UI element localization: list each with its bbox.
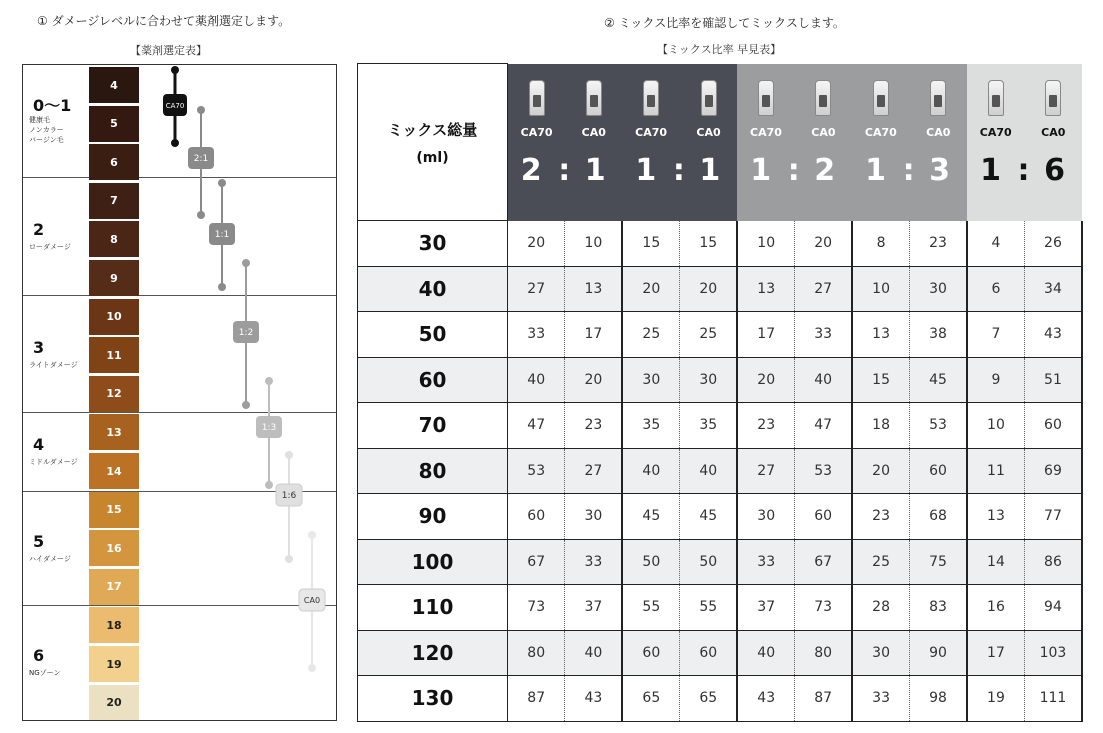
- ca0-amount: 34: [1024, 266, 1082, 312]
- product-b-label: CA0: [811, 125, 836, 139]
- ca0-amount: 20: [680, 266, 737, 312]
- ratio-a: 1: [750, 152, 776, 188]
- ca70-amount: 55: [622, 585, 679, 631]
- ca0-amount: 30: [680, 357, 737, 403]
- ladder-endpoint: [197, 106, 205, 114]
- table-row: [358, 539, 1083, 585]
- ca0-amount: 77: [1024, 494, 1082, 540]
- ratio-b: 6: [1044, 152, 1069, 188]
- damage-description: ハイダメージ: [29, 555, 71, 563]
- ca70-amount: 20: [852, 448, 909, 494]
- color-swatch: 14: [89, 453, 139, 489]
- product-a: [856, 80, 906, 139]
- color-swatch: 15: [89, 492, 139, 528]
- total-volume: 120: [358, 630, 508, 676]
- product-b-label: CA0: [696, 125, 721, 139]
- ladder-label: 2:1: [193, 154, 209, 164]
- table-row: [358, 630, 1083, 676]
- pouch-icon: [701, 80, 717, 116]
- ratio-b: 2: [814, 152, 840, 188]
- color-swatch: 8: [89, 221, 139, 257]
- color-swatch: 5: [89, 106, 139, 142]
- damage-level: 2: [33, 220, 45, 239]
- ca70-amount: 25: [622, 312, 679, 358]
- ca70-amount: 40: [737, 630, 794, 676]
- ca70-amount: 13: [852, 312, 909, 358]
- ca0-amount: 27: [795, 266, 852, 312]
- ca0-amount: 17: [565, 312, 622, 358]
- ca70-amount: 10: [737, 221, 794, 267]
- ca0-amount: 23: [910, 221, 967, 267]
- ca70-amount: 73: [508, 585, 565, 631]
- ca70-amount: 23: [737, 403, 794, 449]
- total-volume: 40: [358, 266, 508, 312]
- ca0-amount: 60: [680, 630, 737, 676]
- ca70-amount: 15: [622, 221, 679, 267]
- ca70-amount: 65: [622, 676, 679, 722]
- ratio-colon: :: [672, 152, 689, 188]
- product-b: [1028, 80, 1078, 139]
- ca70-amount: 28: [852, 585, 909, 631]
- ca70-amount: 13: [967, 494, 1024, 540]
- ratio-colon: :: [1017, 152, 1034, 188]
- pouch-icon: [815, 80, 831, 116]
- ca70-amount: 20: [622, 266, 679, 312]
- ratio-a: 1: [865, 152, 890, 188]
- ca0-amount: 27: [565, 448, 622, 494]
- ratio-value: [508, 153, 622, 188]
- mix-ratio-ladder: [23, 65, 337, 721]
- ca0-amount: 35: [680, 403, 737, 449]
- table-row: [358, 403, 1083, 449]
- damage-description: ローダメージ: [29, 243, 71, 251]
- color-swatch: 6: [89, 144, 139, 180]
- ca0-amount: 13: [565, 266, 622, 312]
- ca0-amount: 55: [680, 585, 737, 631]
- total-volume: 80: [358, 448, 508, 494]
- ca0-amount: 33: [795, 312, 852, 358]
- pouch-icon: [873, 80, 889, 116]
- product-b-label: CA0: [1041, 125, 1066, 139]
- ratio-b: 1: [699, 152, 725, 188]
- ca0-amount: 30: [565, 494, 622, 540]
- ca0-amount: 53: [910, 403, 967, 449]
- ca0-amount: 40: [680, 448, 737, 494]
- ladder-label: 1:6: [281, 491, 297, 501]
- ladder-endpoint: [265, 481, 273, 489]
- table-row: [358, 494, 1083, 540]
- table-row: [358, 448, 1083, 494]
- product-b-label: CA0: [581, 125, 606, 139]
- damage-level: 5: [33, 532, 45, 551]
- ca70-amount: 87: [508, 676, 565, 722]
- ca0-amount: 43: [1024, 312, 1082, 358]
- ca0-amount: 83: [910, 585, 967, 631]
- ca70-amount: 14: [967, 539, 1024, 585]
- ca70-amount: 27: [737, 448, 794, 494]
- drug-selection-table: [22, 64, 337, 721]
- table-row: [358, 312, 1083, 358]
- ratio-a: 1: [635, 152, 661, 188]
- ca0-amount: 33: [565, 539, 622, 585]
- ca70-amount: 47: [508, 403, 565, 449]
- color-swatch: 7: [89, 183, 139, 219]
- ladder-label: 1:1: [214, 230, 230, 240]
- pouch-icon: [930, 80, 946, 116]
- ladder-endpoint: [218, 179, 226, 187]
- ca0-amount: 65: [680, 676, 737, 722]
- ca70-amount: 37: [737, 585, 794, 631]
- ca70-amount: 30: [622, 357, 679, 403]
- product-b: [913, 80, 963, 139]
- product-a-label: CA70: [979, 125, 1012, 139]
- ratio-value: [622, 153, 737, 188]
- product-b-label: CA0: [926, 125, 951, 139]
- mix-ratio-table: [357, 63, 1083, 720]
- ratio-header: [967, 64, 1082, 221]
- ca70-amount: 33: [852, 676, 909, 722]
- pouch-icon: [758, 80, 774, 116]
- ladder-label: 1:2: [238, 328, 254, 338]
- ca70-amount: 10: [852, 266, 909, 312]
- ratio-header: [508, 64, 623, 221]
- ca0-amount: 87: [795, 676, 852, 722]
- damage-level: 6: [33, 646, 45, 665]
- total-volume: 70: [358, 403, 508, 449]
- table-row: [358, 357, 1083, 403]
- ladder-label: CA70: [165, 102, 185, 110]
- damage-level: 3: [33, 338, 45, 357]
- ladder-endpoint: [218, 283, 226, 291]
- color-swatch: 9: [89, 260, 139, 296]
- ca70-amount: 23: [852, 494, 909, 540]
- total-volume: 50: [358, 312, 508, 358]
- ca0-amount: 38: [910, 312, 967, 358]
- ca0-amount: 37: [565, 585, 622, 631]
- ca0-amount: 73: [795, 585, 852, 631]
- color-swatch: 13: [89, 414, 139, 450]
- ca0-amount: 43: [565, 676, 622, 722]
- color-swatch: 18: [89, 607, 139, 643]
- ladder-endpoint: [308, 664, 316, 672]
- ca0-amount: 86: [1024, 539, 1082, 585]
- ca70-amount: 18: [852, 403, 909, 449]
- ladder-endpoint: [171, 139, 179, 147]
- ratio-colon: :: [902, 152, 919, 188]
- ca70-amount: 19: [967, 676, 1024, 722]
- ca0-amount: 20: [795, 221, 852, 267]
- product-b: [684, 80, 734, 139]
- ladder-endpoint: [242, 259, 250, 267]
- ratio-header: [852, 64, 967, 221]
- left-subheading: 【薬剤選定表】: [130, 44, 207, 57]
- ratio-header: [622, 64, 737, 221]
- pouch-icon: [988, 80, 1004, 116]
- table-row: [358, 676, 1083, 722]
- ratio-b: 3: [929, 152, 954, 188]
- total-volume: 30: [358, 221, 508, 267]
- ca70-amount: 7: [967, 312, 1024, 358]
- ladder-endpoint: [171, 66, 179, 74]
- ca70-amount: 35: [622, 403, 679, 449]
- ca0-amount: 90: [910, 630, 967, 676]
- ca0-amount: 40: [565, 630, 622, 676]
- ca0-amount: 68: [910, 494, 967, 540]
- damage-description: ライトダメージ: [29, 361, 78, 369]
- ladder-endpoint: [197, 211, 205, 219]
- table-row: [358, 585, 1083, 631]
- ladder-endpoint: [265, 377, 273, 385]
- ca0-amount: 45: [910, 357, 967, 403]
- ca0-amount: 20: [565, 357, 622, 403]
- corner-title: ミックス総量: [387, 120, 478, 139]
- color-swatch: 11: [89, 337, 139, 373]
- ca70-amount: 10: [967, 403, 1024, 449]
- ca0-amount: 69: [1024, 448, 1082, 494]
- ca70-amount: 43: [737, 676, 794, 722]
- damage-level: 0〜1: [33, 96, 72, 115]
- product-a-label: CA70: [520, 125, 553, 139]
- pouch-icon: [529, 80, 545, 116]
- total-volume-header: [358, 64, 508, 221]
- ca70-amount: 4: [967, 221, 1024, 267]
- ca0-amount: 67: [795, 539, 852, 585]
- ca0-amount: 75: [910, 539, 967, 585]
- ca70-amount: 13: [737, 266, 794, 312]
- ratio-b: 1: [584, 152, 610, 188]
- ca70-amount: 16: [967, 585, 1024, 631]
- ratio-value: [967, 153, 1082, 188]
- ca0-amount: 50: [680, 539, 737, 585]
- ca70-amount: 50: [622, 539, 679, 585]
- color-swatch: 12: [89, 376, 139, 412]
- ratio-header: [737, 64, 852, 221]
- ca0-amount: 60: [1024, 403, 1082, 449]
- damage-description: ミドルダメージ: [29, 458, 78, 466]
- product-a: [512, 80, 562, 139]
- ca0-amount: 60: [910, 448, 967, 494]
- total-volume: 100: [358, 539, 508, 585]
- ca0-amount: 60: [795, 494, 852, 540]
- ca70-amount: 25: [852, 539, 909, 585]
- ca70-amount: 40: [622, 448, 679, 494]
- ca70-amount: 15: [852, 357, 909, 403]
- total-volume: 90: [358, 494, 508, 540]
- ladder-endpoint: [285, 451, 293, 459]
- ca0-amount: 10: [565, 221, 622, 267]
- color-swatch: 10: [89, 299, 139, 335]
- ca70-amount: 11: [967, 448, 1024, 494]
- color-swatch: 16: [89, 530, 139, 566]
- color-swatch: 17: [89, 569, 139, 605]
- ratio-value: [737, 153, 852, 188]
- total-volume: 130: [358, 676, 508, 722]
- ladder-label: CA0: [303, 596, 321, 605]
- ca70-amount: 45: [622, 494, 679, 540]
- ratio-a: 2: [520, 152, 546, 188]
- ca0-amount: 111: [1024, 676, 1082, 722]
- product-a-label: CA70: [635, 125, 668, 139]
- product-a-label: CA70: [864, 125, 897, 139]
- ladder-endpoint: [308, 531, 316, 539]
- ca70-amount: 17: [967, 630, 1024, 676]
- ca70-amount: 8: [852, 221, 909, 267]
- ca70-amount: 6: [967, 266, 1024, 312]
- product-a: [971, 80, 1021, 139]
- color-swatch: 20: [89, 685, 139, 721]
- ladder-endpoint: [242, 401, 250, 409]
- ca0-amount: 103: [1024, 630, 1082, 676]
- product-b: [569, 80, 619, 139]
- ca0-amount: 51: [1024, 357, 1082, 403]
- damage-description: 健康毛 ノンカラー バージン毛: [29, 116, 64, 144]
- ca70-amount: 40: [508, 357, 565, 403]
- right-heading: ② ミックス比率を確認してミックスします。: [604, 16, 845, 30]
- ca70-amount: 60: [508, 494, 565, 540]
- ca70-amount: 17: [737, 312, 794, 358]
- table-row: [358, 266, 1083, 312]
- ca70-amount: 33: [737, 539, 794, 585]
- ca0-amount: 30: [910, 266, 967, 312]
- table-row: [358, 221, 1083, 267]
- ratio-a: 1: [980, 152, 1005, 188]
- damage-level: 4: [33, 435, 45, 454]
- product-a: [741, 80, 791, 139]
- ca0-amount: 94: [1024, 585, 1082, 631]
- ca70-amount: 20: [737, 357, 794, 403]
- ca70-amount: 30: [737, 494, 794, 540]
- ca0-amount: 98: [910, 676, 967, 722]
- pouch-icon: [586, 80, 602, 116]
- product-a: [626, 80, 676, 139]
- ca70-amount: 80: [508, 630, 565, 676]
- product-b: [798, 80, 848, 139]
- ca0-amount: 25: [680, 312, 737, 358]
- ladder-endpoint: [285, 555, 293, 563]
- damage-description: NGゾーン: [29, 669, 61, 677]
- ratio-colon: :: [787, 152, 804, 188]
- ca70-amount: 53: [508, 448, 565, 494]
- ca70-amount: 33: [508, 312, 565, 358]
- ca0-amount: 53: [795, 448, 852, 494]
- ca0-amount: 40: [795, 357, 852, 403]
- ratio-value: [852, 153, 967, 188]
- corner-unit: (ml): [416, 149, 449, 166]
- ca0-amount: 15: [680, 221, 737, 267]
- ca0-amount: 26: [1024, 221, 1082, 267]
- ca70-amount: 60: [622, 630, 679, 676]
- pouch-icon: [1045, 80, 1061, 116]
- product-a-label: CA70: [750, 125, 782, 139]
- ladder-label: 1:3: [261, 423, 277, 433]
- color-swatch: 19: [89, 646, 139, 682]
- ca70-amount: 9: [967, 357, 1024, 403]
- pouch-icon: [643, 80, 659, 116]
- total-volume: 110: [358, 585, 508, 631]
- ca0-amount: 47: [795, 403, 852, 449]
- ca0-amount: 45: [680, 494, 737, 540]
- ca70-amount: 30: [852, 630, 909, 676]
- ca70-amount: 67: [508, 539, 565, 585]
- left-heading: ① ダメージレベルに合わせて薬剤選定します。: [37, 14, 291, 28]
- ca0-amount: 80: [795, 630, 852, 676]
- ratio-colon: :: [558, 152, 575, 188]
- ca70-amount: 27: [508, 266, 565, 312]
- color-swatch: 4: [89, 67, 139, 103]
- ca0-amount: 23: [565, 403, 622, 449]
- right-subheading: 【ミックス比率 早見表】: [657, 43, 782, 56]
- total-volume: 60: [358, 357, 508, 403]
- ca70-amount: 20: [508, 221, 565, 267]
